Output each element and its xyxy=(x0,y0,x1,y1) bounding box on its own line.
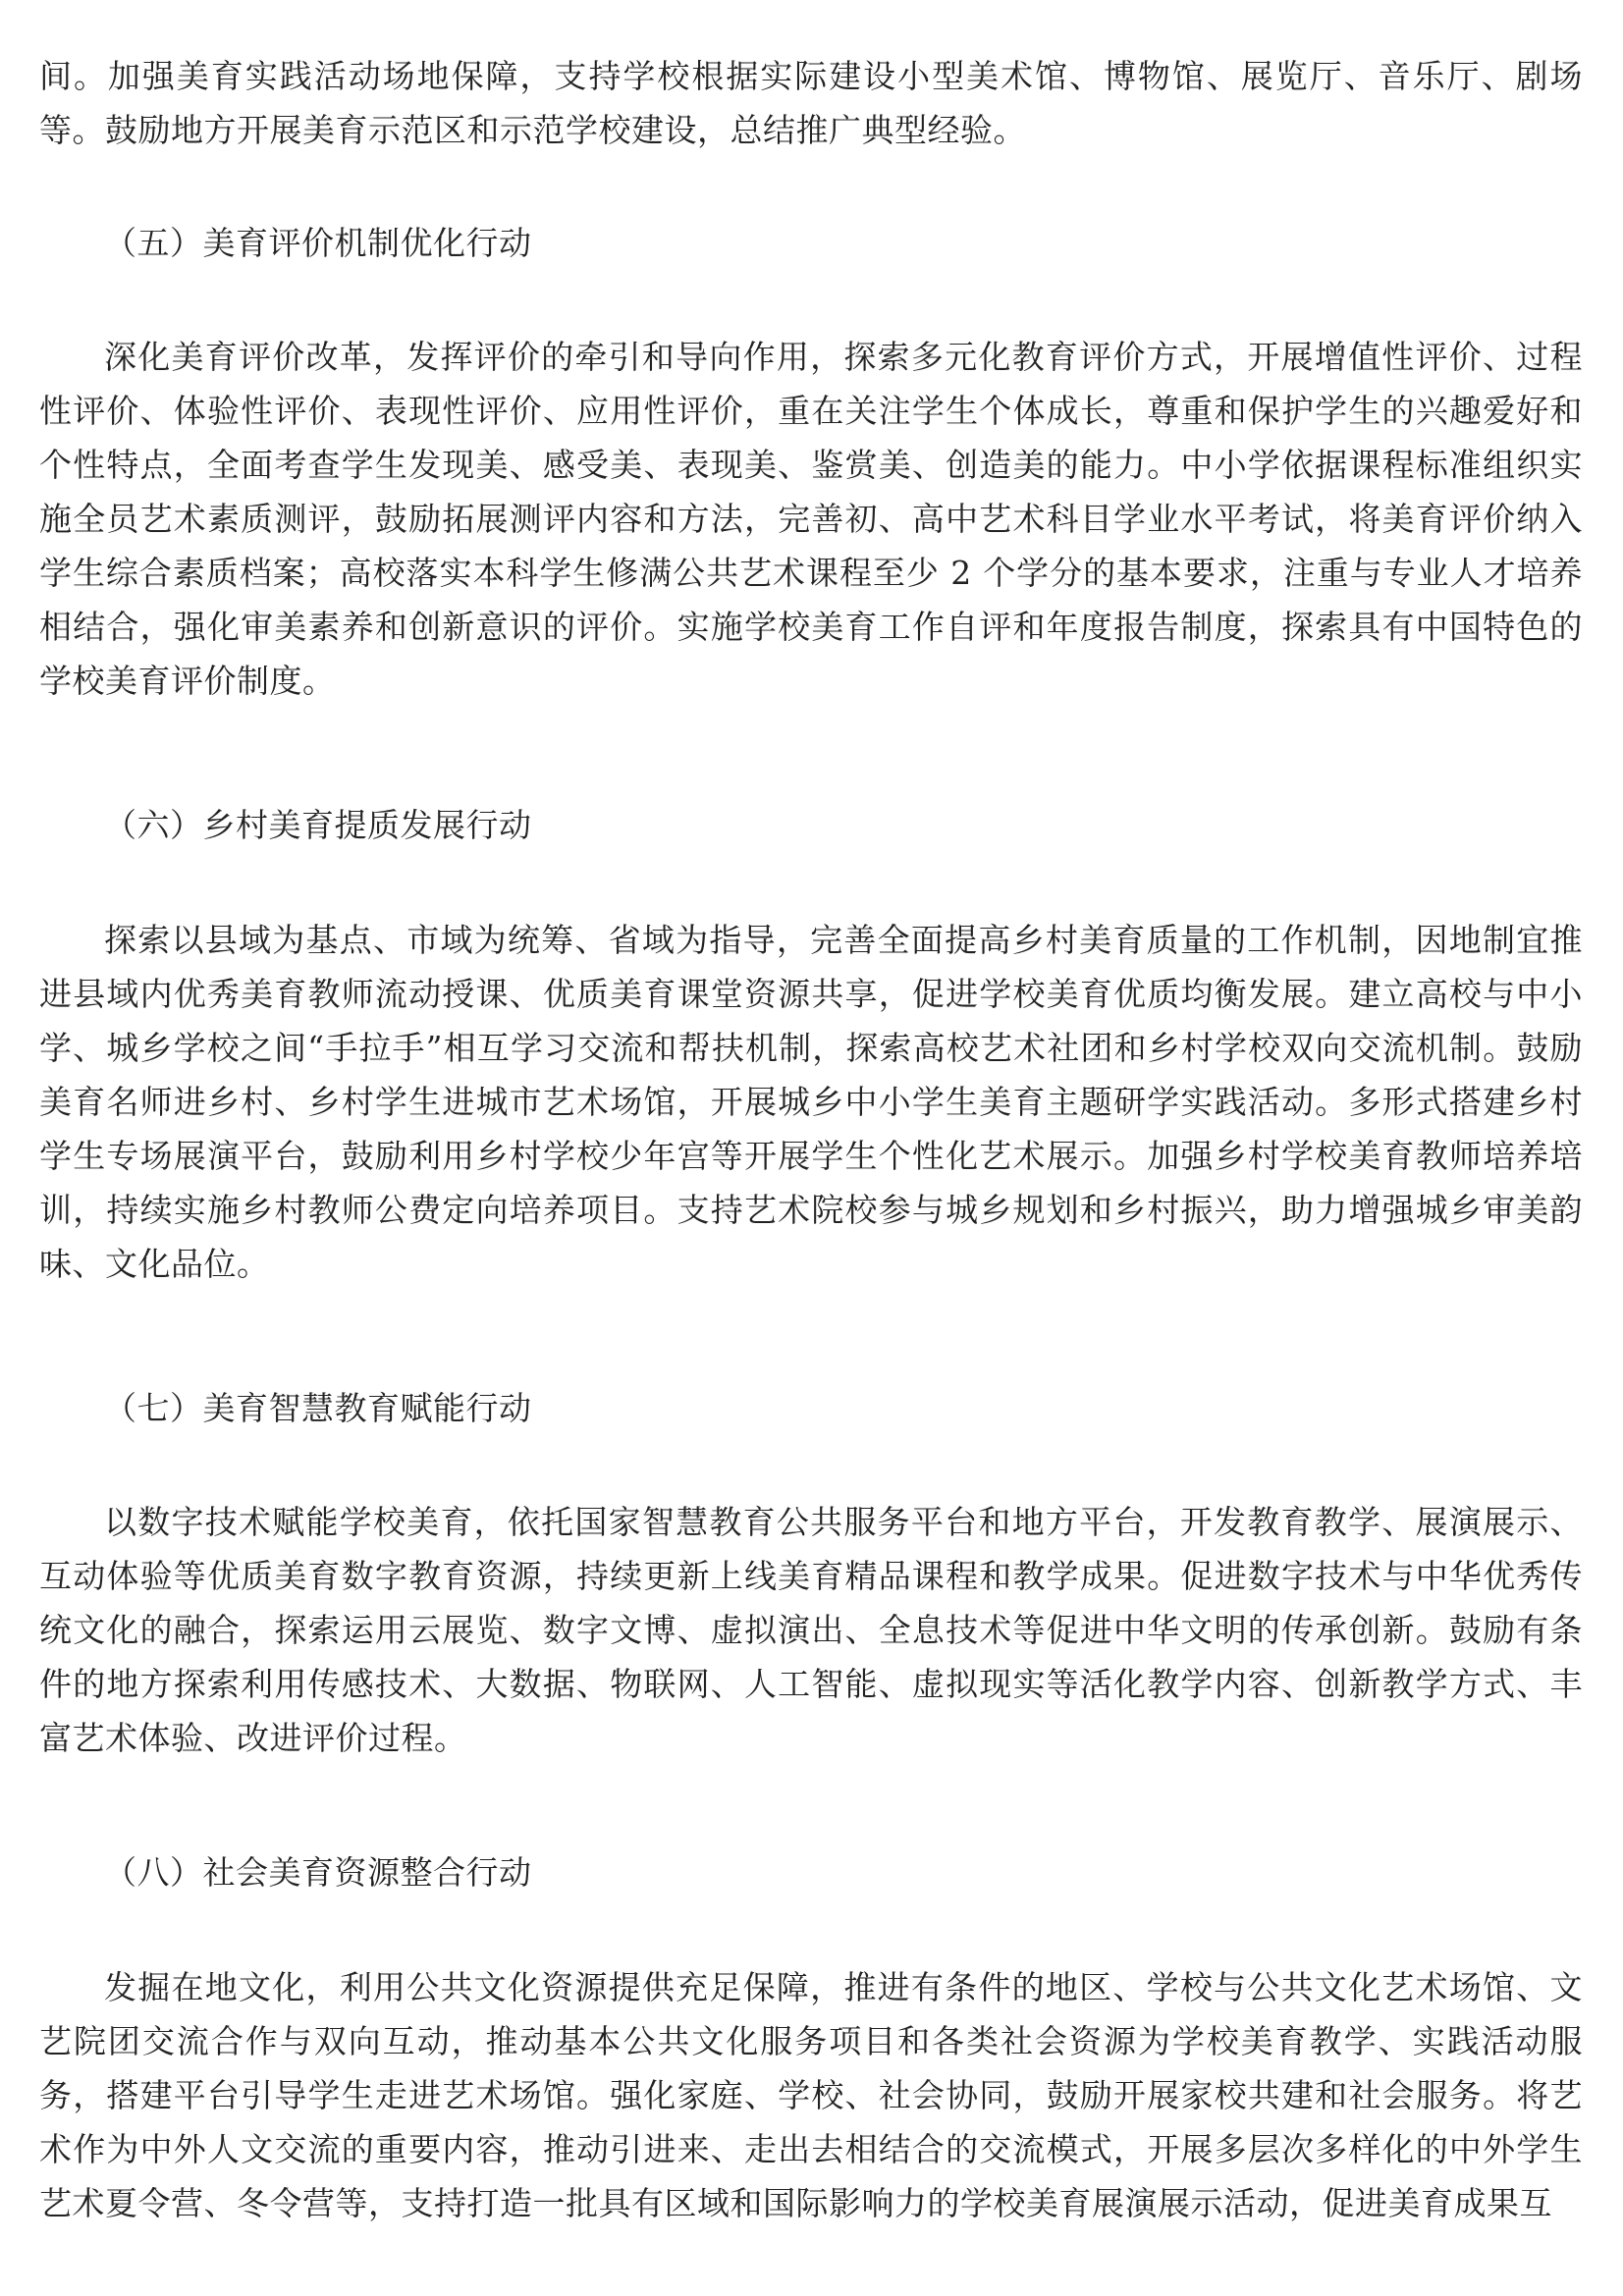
section-body-8: 发掘在地文化，利用公共文化资源提供充足保障，推进有条件的地区、学校与公共文化艺术场馆、文艺院团交流合作与双向互动，推动基本公共文化服务项目和各类社会资源为学校美育教学、实践活动服务，搭建平台引导学生走进艺术场馆。强化家庭、学校、社会协同，鼓励开展家校共建和社会服务。将艺术作为中外人文交流的重要内容，推动引进来、走出去相结合的交流模式，开展多层次多样化的中外学生艺术夏令营、冬令营等，支持打造一批具有区域和国际影响力的学校美育展演展示活动，促进美育成果互 xyxy=(39,1968,1583,2222)
section-heading-6: （六）乡村美育提质发展行动 xyxy=(104,806,532,844)
section-heading-5: （五）美育评价机制优化行动 xyxy=(104,224,532,262)
section-heading-8: （八）社会美育资源整合行动 xyxy=(104,1853,532,1892)
section-heading-7: （七）美育智慧教育赋能行动 xyxy=(104,1389,532,1427)
section-body-7: 以数字技术赋能学校美育，依托国家智慧教育公共服务平台和地方平台，开发教育教学、展演展示、互动体验等优质美育数字教育资源，持续更新上线美育精品课程和教学成果。促进数字技术与中华优秀传统文化的融合，探索运用云展览、数字文博、虚拟演出、全息技术等促进中华文明的传承创新。鼓励有条件的地方探索利用传感技术、大数据、物联网、人工智能、虚拟现实等活化教学内容、创新教学方式、丰富艺术体验、改进评价过程。 xyxy=(39,1503,1583,1757)
section-body-5: 深化美育评价改革，发挥评价的牵引和导向作用，探索多元化教育评价方式，开展增值性评价、过程性评价、体验性评价、表现性评价、应用性评价，重在关注学生个体成长，尊重和保护学生的兴趣爱好和个性特点，全面考查学生发现美、感受美、表现美、鉴赏美、创造美的能力。中小学依据课程标准组织实施全员艺术素质测评，鼓励拓展测评内容和方法，完善初、高中艺术科目学业水平考试，将美育评价纳入学生综合素质档案；高校落实本科学生修满公共艺术课程至少 2 个学分的基本要求，注重与专业人才培养相结合，强化审美素养和创新意识的评价。实施学校美育工作自评和年度报告制度，探索具有中国特色的学校美育评价制度。 xyxy=(39,338,1583,700)
intro-paragraph: 间。加强美育实践活动场地保障，支持学校根据实际建设小型美术馆、博物馆、展览厅、音乐厅、剧场等。鼓励地方开展美育示范区和示范学校建设，总结推广典型经验。 xyxy=(39,57,1583,149)
section-body-6: 探索以县域为基点、市域为统筹、省域为指导，完善全面提高乡村美育质量的工作机制，因地制宜推进县域内优秀美育教师流动授课、优质美育课堂资源共享，促进学校美育优质均衡发展。建立高校与中小学、城乡学校之间“手拉手”相互学习交流和帮扶机制，探索高校艺术社团和乡村学校双向交流机制。鼓励美育名师进乡村、乡村学生进城市艺术场馆，开展城乡中小学生美育主题研学实践活动。多形式搭建乡村学生专场展演平台，鼓励利用乡村学校少年宫等开展学生个性化艺术展示。加强乡村学校美育教师培养培训，持续实施乡村教师公费定向培养项目。支持艺术院校参与城乡规划和乡村振兴，助力增强城乡审美韵味、文化品位。 xyxy=(39,921,1583,1283)
